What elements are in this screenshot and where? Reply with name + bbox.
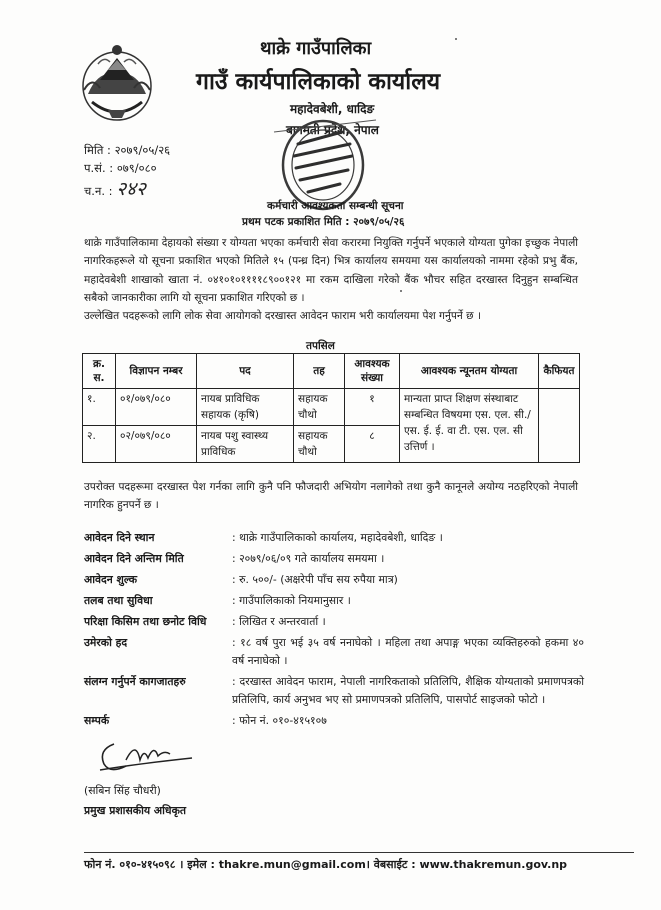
detail-value: : रु. ५००/- (अक्षरेपी पाँच सय रुपैया मात्र)	[232, 573, 398, 586]
detail-value: : १८ वर्ष पुरा भई ३५ वर्ष ननाघेको । महिला तथा अपाङ्ग भएका व्यक्तिहरुको हकमा ४० वर्ष ननाघेको ।	[232, 636, 584, 667]
cell-sn: १.	[83, 389, 116, 426]
cell-count: ८	[345, 426, 400, 463]
cn-label: च.न.	[84, 184, 105, 198]
scan-speck	[455, 38, 457, 40]
cell-post: नायब प्राविधिक सहायक (कृषि)	[197, 389, 294, 426]
ps-line: प.सं. : ०७९/०८०	[84, 161, 157, 175]
cell-qualification: मान्यता प्राप्त शिक्षण संस्थाबाट सम्बन्धित विषयमा एस. एल. सी./ एस. ई. ई. वा टी. एस. एल. सी उत्तिर्ण ।	[400, 389, 539, 463]
detail-label: परिक्षा किसिम तथा छनोट विधि	[84, 615, 207, 628]
table-row	[83, 389, 580, 426]
org-name: थाक्रे गाउँपालिका	[260, 38, 372, 59]
detail-value: : गाउँपालिकाको नियमानुसार ।	[232, 594, 351, 607]
intro-paragraph-1: थाक्रे गाउँपालिकामा देहायको संख्या र योग्यता भएका कर्मचारी सेवा करारमा नियुक्ति गर्नुपर्ने भएकाले योग्यता पुगेका इच्छुक नेपाली नागरिकहरूले यो सूचना प्रकाशित भएको मितिले १५ (पन्ध्र दिन) भित्र कार्यालय समयमा यस कार्यालयको नाममा रहेको प्रभु बैंक, महादेवबेशी शाखाको खाता नं. ०४१०१०११११८९००१२१ मा रकम दाखिला गरेको बैंक भौचर सहित दरखास्त दिनुहुन सम्बन्धित सबैको जानकारीका लागि यो सूचना प्रकाशित गरिएको छ ।	[84, 237, 578, 304]
detail-value: : थाक्रे गाउँपालिकाको कार्यालय, महादेवबेशी, धादिङ ।	[232, 531, 443, 544]
intro-paragraph-2: उल्लेखित पदहरूको लागि लोक सेवा आयोगको दरखास्त आवेदन फाराम भरी कार्यालयमा पेश गर्नुपर्ने छ ।	[84, 310, 481, 323]
detail-label: सम्पर्क	[84, 714, 110, 727]
ps-value: ०७९/०८०	[116, 161, 157, 175]
signatory-title: प्रमुख प्रशासकीय अधिकृत	[84, 804, 187, 817]
col-remarks: कैफियत	[539, 354, 580, 389]
detail-label: आवेदन दिने स्थान	[84, 531, 155, 544]
first-published-date: प्रथम पटक प्रकाशित मिति : २०७९/०५/२६	[242, 216, 405, 228]
detail-row	[84, 550, 584, 568]
detail-label: आवेदन दिने अन्तिम मिति	[84, 552, 184, 565]
detail-row	[84, 634, 584, 670]
address-line-1: महादेवबेशी, धादिङ	[290, 102, 375, 116]
date-value: २०७९/०५/२६	[114, 143, 171, 157]
footer-contact: फोन नं. ०१०-४१५०९८ । इमेल : thakre.mun@gmail.com। वेबसाईट : www.thakremun.gov.np	[84, 858, 568, 871]
detail-value: : लिखित र अन्तरवार्ता ।	[232, 615, 326, 628]
ps-label: प.सं.	[84, 161, 106, 175]
table-caption: तपसिल	[306, 340, 335, 352]
cn-line: च.न. : २४२	[84, 175, 146, 201]
intro-text	[84, 234, 578, 325]
col-qualification: आवश्यक न्यूनतम योग्यता	[400, 354, 539, 389]
address-line-2: बागमती प्रदेश, नेपाल	[286, 123, 379, 137]
cell-post: नायब पशु स्वास्थ्य प्राविधिक	[197, 426, 294, 463]
col-post: पद	[197, 354, 294, 389]
footer-divider	[84, 852, 634, 853]
detail-row	[84, 613, 584, 631]
detail-row	[84, 673, 584, 709]
detail-row	[84, 712, 584, 730]
signature-icon	[96, 730, 206, 780]
notice-subject: कर्मचारी आवश्यकता सम्बन्धी सूचना	[267, 200, 404, 212]
cn-value: २४२	[116, 178, 146, 200]
eligibility-note: उपरोक्त पदहरूमा दरखास्त पेश गर्नका लागि कुनै पनि फौजदारी अभियोग नलागेको तथा कुनै कानूनले अयोग्य नठहरिएको नेपाली नागरिक हुनपर्ने छ ।	[84, 481, 578, 512]
nepal-emblem-icon	[78, 40, 156, 124]
date-label: मिति	[84, 143, 104, 157]
col-count: आवश्यक संख्या	[345, 354, 400, 389]
cell-count: १	[345, 389, 400, 426]
cell-remarks	[539, 389, 580, 463]
office-name: गाउँ कार्यपालिकाको कार्यालय	[196, 69, 441, 95]
detail-label: संलग्न गर्नुपर्ने कागजातहरु	[84, 675, 186, 688]
signatory-name: (सबिन सिंह चौधरी)	[84, 784, 161, 797]
col-sn: क्र. स.	[83, 354, 116, 389]
detail-value: : दरखास्त आवेदन फाराम, नेपाली नागरिकताको प्रतिलिपि, शैक्षिक योग्यताको प्रमाणपत्रको प्रतिलिपि, कार्य अनुभव भए सो प्रमाणपत्रको प्रतिलिपि, पासपोर्ट साइजको फोटो ।	[232, 675, 584, 706]
detail-label: उमेरको हद	[84, 636, 128, 649]
scan-speck	[400, 290, 402, 292]
table-header-row	[83, 354, 580, 389]
cell-adv-no: ०१/०७९/०८०	[116, 389, 197, 426]
detail-row	[84, 592, 584, 610]
cell-level: सहायक चौथो	[294, 389, 345, 426]
date-line: मिति : २०७९/०५/२६	[84, 143, 171, 157]
detail-label: आवेदन शुल्क	[84, 573, 138, 586]
cell-sn: २.	[83, 426, 116, 463]
detail-row	[84, 529, 584, 547]
detail-label: तलब तथा सुविधा	[84, 594, 153, 607]
col-level: तह	[294, 354, 345, 389]
col-adv-no: विज्ञापन नम्बर	[116, 354, 197, 389]
cell-adv-no: ०२/०७९/०८०	[116, 426, 197, 463]
detail-value: : फोन नं. ०१०-४१५१०७	[232, 714, 327, 727]
vacancy-table	[82, 353, 580, 463]
cell-level: सहायक चौथो	[294, 426, 345, 463]
detail-row	[84, 571, 584, 589]
detail-value: : २०७९/०६/०९ गते कार्यालय समयमा ।	[232, 552, 385, 565]
application-details	[84, 529, 584, 733]
